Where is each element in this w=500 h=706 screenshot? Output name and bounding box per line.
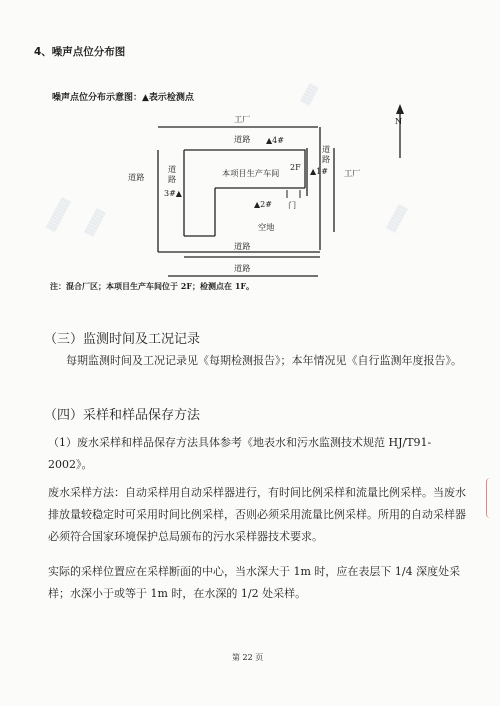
label-road-left-outer: 道路 — [128, 172, 145, 182]
label-road-right-char-1: 道 — [322, 144, 331, 154]
paragraph-sampling-reference: （1）废水采样和样品保存方法具体参考《地表水和污水监测技术规范 HJ/T91-2002》。 — [48, 436, 432, 471]
watermark: ▒▒▒▒ — [84, 208, 107, 238]
label-factory-top: 工厂 — [234, 114, 251, 124]
watermark: ▒▒▒ — [301, 83, 320, 107]
watermark: ▒▒▒▒ — [386, 204, 409, 234]
diagram-caption: 噪声点位分布示意图：▲表示检测点 — [52, 93, 194, 103]
label-road-left-char-2: 路 — [168, 174, 177, 184]
section-heading: 4、噪声点位分布图 — [34, 46, 126, 58]
noise-point-diagram — [0, 0, 500, 310]
diagram-note: 注：混合厂区；本项目生产车间位于 2F；检测点在 1F。 — [50, 281, 255, 291]
label-north: N — [395, 116, 403, 126]
paragraph-sampling-position: 实际的采样位置应在采样断面的中心，当水深大于 1m 时，应在表层下 1/4 深度处采样；水深小于或等于 1m 时，在水深的 1/2 处采样。 — [48, 565, 461, 600]
label-building: 本项目生产车间 — [222, 168, 280, 178]
label-road-top: 道路 — [234, 134, 251, 144]
label-road-bottom-2: 道路 — [234, 263, 251, 273]
label-empty-lot: 空地 — [258, 222, 275, 232]
page-number: 第 22 页 — [232, 653, 264, 662]
label-road-bottom-1: 道路 — [234, 241, 251, 251]
label-factory-right: 工厂 — [344, 168, 361, 178]
paragraph-sampling-method: 废水采样方法：自动采样用自动采样器进行，有时间比例采样和流量比例采样。当废水排放量较稳定时可采用时间比例采样，否则必须采用流量比例采样。所用的自动采样器必须符合国家环境保护总局颁布的污水采样器技术要求。 — [48, 486, 466, 543]
red-stamp-edge — [486, 478, 495, 518]
label-gate: 门 — [288, 200, 297, 210]
north-arrow-icon — [396, 104, 404, 114]
noise-point-3: 3#▲ — [164, 189, 182, 198]
section-title-monitoring-time: （三）监测时间及工况记录 — [44, 332, 201, 347]
label-road-left-char-1: 道 — [168, 164, 177, 174]
paragraph-monitoring-time: 每期监测时间及工况记录见《每期检测报告》；本年情况见《自行监测年度报告》。 — [66, 354, 462, 367]
noise-point-4: ▲4# — [266, 136, 284, 145]
label-floor: 2F — [290, 163, 301, 172]
label-road-right-char-2: 路 — [322, 154, 331, 164]
noise-point-2: ▲2# — [254, 200, 272, 209]
watermark: ▒▒▒▒▒ — [46, 197, 72, 233]
section-title-sampling: （四）采样和样品保存方法 — [44, 408, 201, 423]
noise-point-1: ▲1# — [310, 167, 328, 176]
